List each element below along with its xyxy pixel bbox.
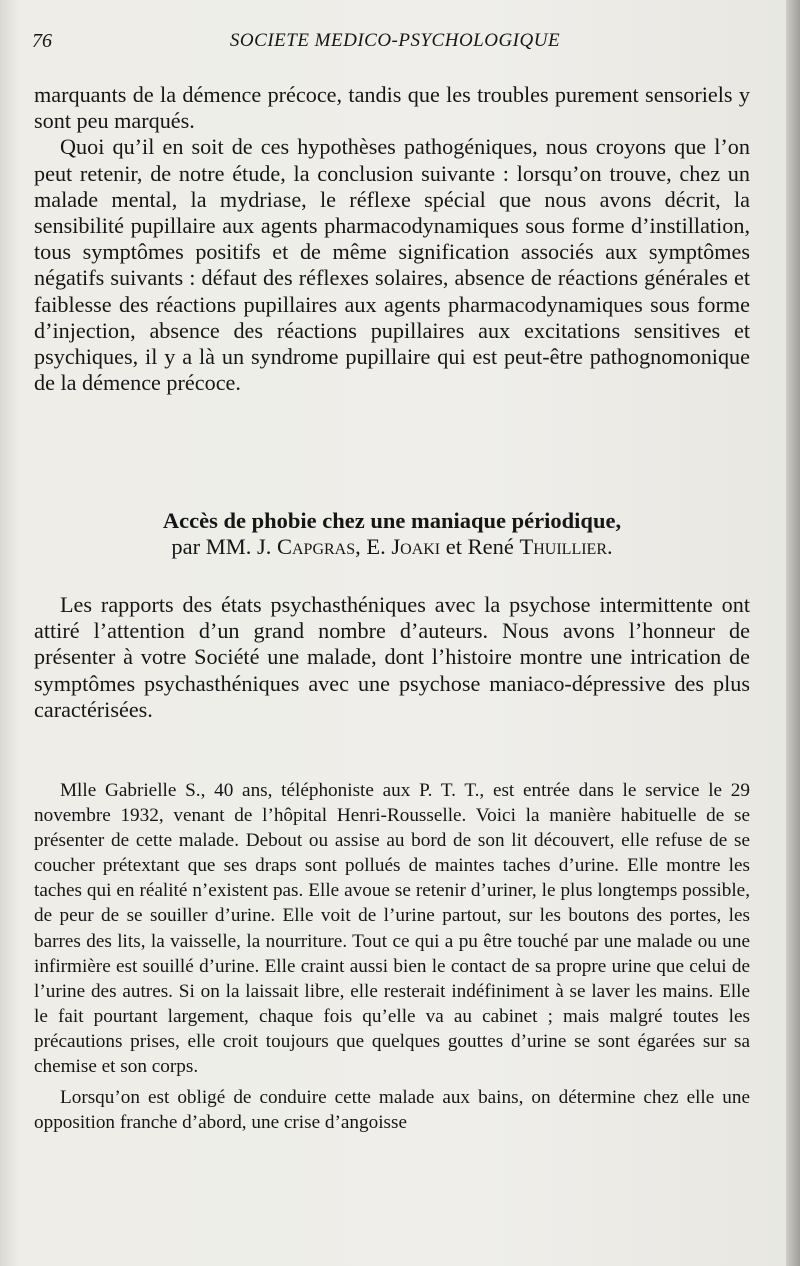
conclusion-paragraph: Quoi qu’il en soit de ces hypothèses pathogéniques, nous croyons que l’on peut retenir, de notre étude, la conclusion suivante : lorsqu’on trouve, chez un malade mental, la mydriase, le réflexe spécial que nous avons décrit, la sensibilité pupillaire aux agents pharmacodynamiques sous forme d’instillation, tous symptômes positifs et de même signification associés aux symptômes négatifs suivants : défaut des réflexes solaires, absence de réactions générales et faiblesse des réactions pupillaires aux agents pharmacodynamiques sous forme d’injection, absence des réactions pupillaires aux excitations sensitives et psychiques, il y a là un syndrome pupillaire qui est peut-être pathognomonique de la démence précoce.: [34, 134, 750, 396]
article-authors: [34, 534, 750, 560]
authors-separator: et René: [445, 534, 514, 559]
page-header: [30, 30, 760, 56]
authors-end: .: [607, 534, 613, 559]
authors-separator: , E.: [355, 534, 386, 559]
page-gutter-shadow: [786, 0, 800, 1266]
authors-prefix: par MM. J.: [171, 534, 272, 559]
author-thuillier: Thuillier: [519, 534, 607, 559]
author-joaki: Joaki: [391, 534, 441, 559]
case-paragraph: Mlle Gabrielle S., 40 ans, téléphoniste aux P. T. T., est entrée dans le service le 29 novembre 1932, venant de l’hôpital Henri-Rousselle. Voici la manière habituelle de se présenter de cette malade. Debout ou assise au bord de son lit découvert, elle refuse de se coucher prétextant que ses draps sont pollués de maintes taches d’urine. Elle montre les taches qui en réalité n’existent pas. Elle avoue se retenir d’uriner, le plus longtemps possible, de peur de se souiller d’urine. Elle voit de l’urine partout, sur les boutons des portes, les barres des lits, la vaisselle, la nourriture. Tout ce qui a pu être touché par une malade ou une infirmière est souillé d’urine. Elle craint aussi bien le contact de sa propre urine que celui de l’urine des autres. Si on la laissait libre, elle resterait indéfiniment à se laver les mains. Elle le fait pourtant largement, chaque fois qu’elle va au cabinet ; mais malgré toutes les précautions prises, elle croit toujours que quelques gouttes d’urine se sont égarées sur sa chemise et son corps.: [34, 780, 750, 1078]
author-capgras: Capgras: [277, 534, 356, 559]
article-intro: [34, 592, 750, 723]
article-title-block: [34, 508, 750, 560]
page-number: 76: [32, 30, 52, 52]
intro-paragraph: Les rapports des états psychasthéniques avec la psychose intermittente ont attiré l’attention d’un grand nombre d’auteurs. Nous avons l’honneur de présenter à votre Société une malade, dont l’histoire montre une intrication de symptômes psychasthéniques avec une psychose maniaco-dépressive des plus caractérisées.: [34, 592, 750, 722]
continued-text: [34, 82, 750, 396]
case-text: [34, 778, 750, 1135]
running-title: SOCIETE MEDICO-PSYCHOLOGIQUE: [229, 30, 561, 51]
article-title: Accès de phobie chez une maniaque périodique,: [162, 508, 622, 533]
bath-paragraph: Lorsqu’on est obligé de conduire cette malade aux bains, on détermine chez elle une opposition franche d’abord, une crise d’angoisse: [34, 1087, 750, 1134]
continued-paragraph: marquants de la démence précoce, tandis que les troubles purement sensoriels y sont peu marqués.: [34, 82, 750, 134]
